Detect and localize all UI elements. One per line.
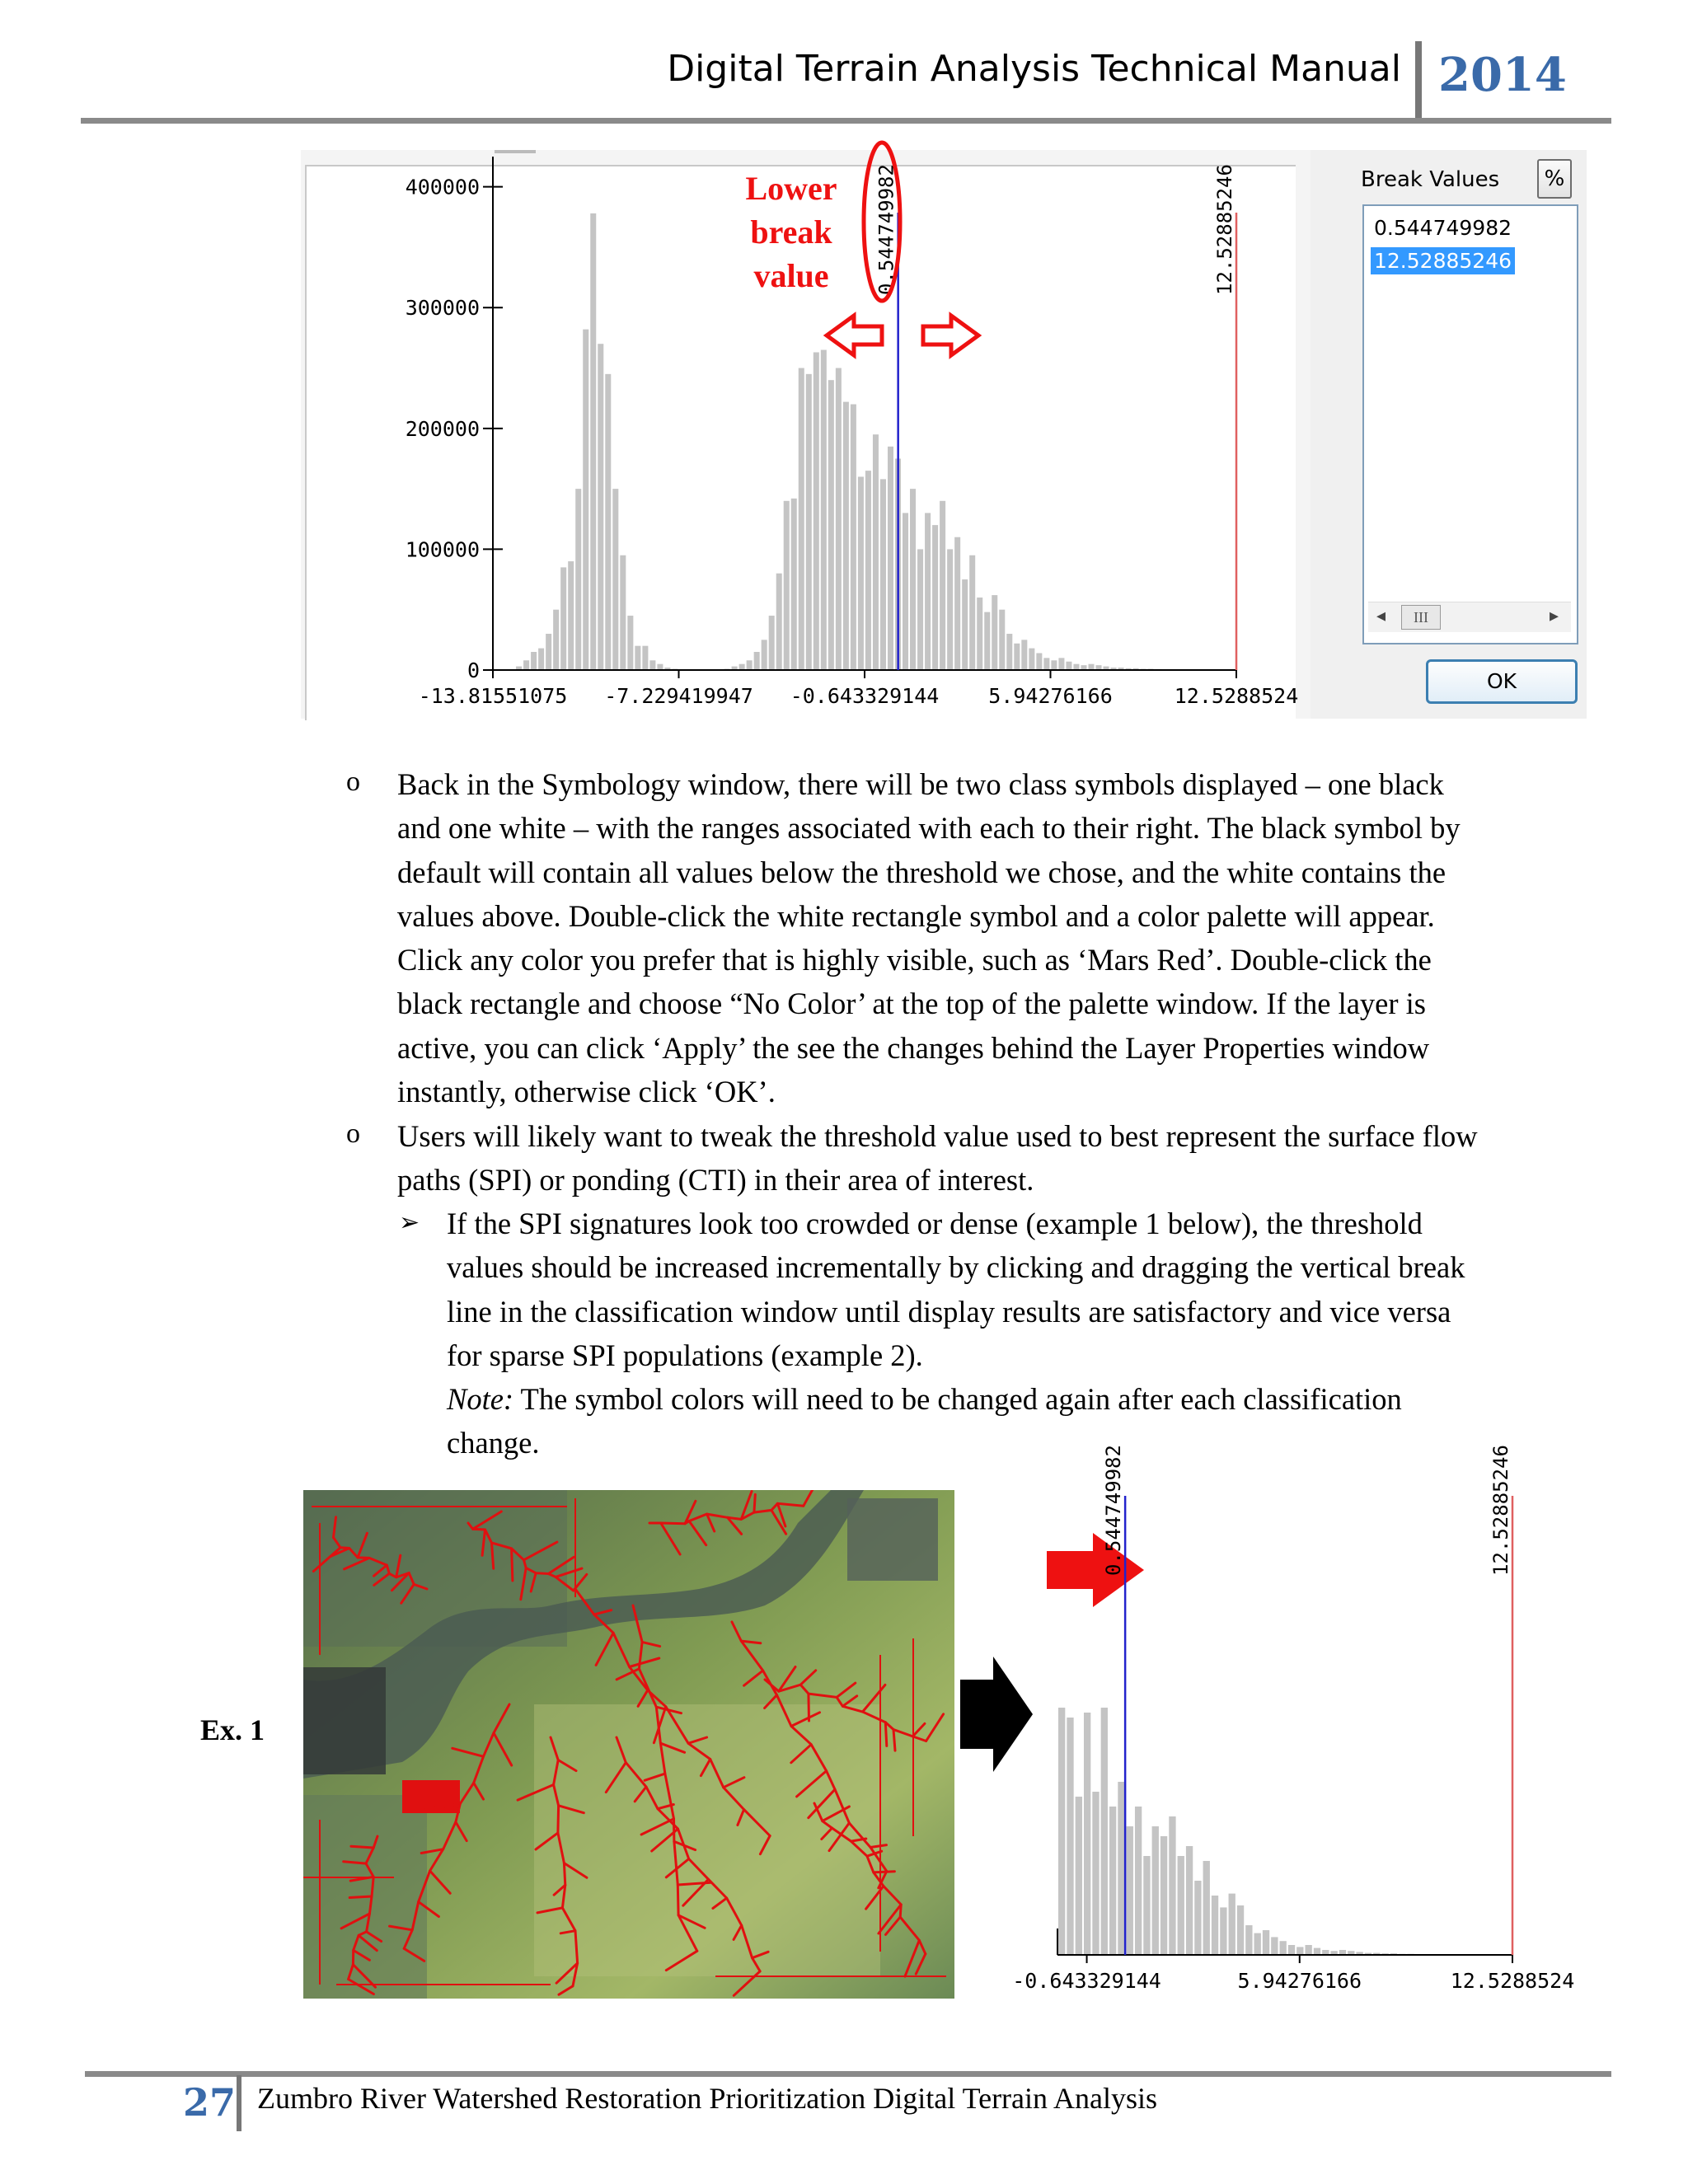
histogram-bar [1305,1945,1311,1955]
histogram-bar [1084,1713,1090,1955]
histogram-bar [1220,1907,1226,1955]
bullet-1-line: default will contain all values below the threshold we chose, and the white contains the [397,855,1447,889]
histogram-bar [1152,1826,1159,1955]
histogram-bar [1127,1826,1133,1955]
x-tick-label: -0.643329144 [1012,1969,1161,1993]
y-tick-label: 400000 [405,175,480,199]
bullet-2-line: Users will likely want to tweak the threshold value used to best represent the surface flow [397,1119,1478,1153]
histogram-bar [1271,1937,1278,1955]
histogram-bar [1067,1718,1073,1955]
histogram-bar [1160,1836,1167,1955]
x-tick-label: 5.94276166 [1237,1969,1362,1993]
scroll-thumb[interactable]: III [1401,605,1441,630]
x-tick-label: 12.5288524 [1450,1969,1575,1993]
break-line-label: 12.52885246 [1489,1445,1512,1576]
sub-bullet-arrow-icon: ➢ [399,1208,420,1237]
bullet-1-line: Back in the Symbology window, there will be two class symbols displayed – one black [397,767,1444,801]
y-tick-label: 300000 [405,296,480,321]
histogram-bar [1229,1894,1236,1955]
bullet-1-line: Click any color you prefer that is highly visible, such as ‘Mars Red’. Double-click the [397,943,1432,977]
ok-button[interactable]: OK [1426,659,1578,704]
x-tick-label: -13.81551075 [418,684,568,708]
y-tick-label: 0 [467,658,480,682]
break-value-item[interactable]: 0.544749982 [1374,216,1512,240]
bullet-1-line: active, you can click ‘Apply’ the see the changes behind the Layer Properties window [397,1030,1430,1065]
bullet-1-line: black rectangle and choose “No Color’ at the top of the palette window. If the layer is [397,987,1426,1021]
histogram-bar [1178,1856,1184,1955]
example-label: Ex. 1 [200,1713,265,1746]
annotation-line-1: Lower [745,170,837,207]
note-label: Note: [447,1382,514,1417]
sub-bullet-line: line in the classification window until display results are satisfactory and vice versa [447,1294,1451,1329]
histogram-bar [1288,1945,1295,1955]
break-line-label: 0.544749982 [874,164,898,295]
histogram-bar [1263,1930,1269,1955]
footer-rule [85,2071,1611,2077]
annotation-line-2: break [750,213,832,251]
histogram-bar [1135,1807,1142,1955]
histogram-bar [1194,1881,1201,1955]
x-tick-label: -7.229419947 [604,684,753,708]
sub-bullet-line: If the SPI signatures look too crowded or dense (example 1 below), the threshold [447,1207,1423,1240]
histogram-bar [1203,1861,1210,1955]
histogram-bar [1076,1797,1082,1955]
x-tick-label: 12.5288524 [1174,684,1299,708]
histogram-bar [1237,1905,1244,1955]
bullet-marker: o [346,1118,360,1149]
bullet-1-line: values above. Double-click the white rectangle symbol and a color palette will appear. [397,898,1435,933]
histogram-bar [1109,1807,1116,1955]
y-tick-label: 200000 [405,416,480,441]
x-tick-label: -0.643329144 [790,684,940,708]
histogram-bar [1169,1816,1175,1955]
histogram-bar [1212,1896,1218,1955]
histogram-bar [1296,1947,1303,1955]
page-number: 27 [183,2080,237,2125]
break-value-item-selected[interactable]: 12.52885246 [1371,247,1515,274]
note-text: The symbol colors will need to be changed again after each classification [513,1382,1402,1417]
histogram-bar [1101,1708,1108,1955]
percent-button[interactable]: % [1537,159,1572,199]
break-line-label: 12.52885246 [1213,164,1236,295]
footer-title: Zumbro River Watershed Restoration Prioritization Digital Terrain Analysis [257,2082,1158,2115]
break-line-label: 0.544749982 [1102,1445,1126,1576]
bullet-1-line: instantly, otherwise click ‘OK’. [397,1075,776,1109]
document-header-year: 2014 [1438,48,1567,102]
sub-bullet-line: for sparse SPI populations (example 2). [447,1338,923,1372]
document-header-title: Digital Terrain Analysis Technical Manual [667,48,1401,90]
histogram-bar [1058,1708,1065,1955]
scroll-left-icon[interactable]: ◂ [1376,605,1386,626]
bullet-1-line: and one white – with the ranges associated with each to their right. The black symbol by [397,811,1461,846]
histogram-bar [1092,1792,1099,1955]
footer-divider [237,2075,241,2131]
scroll-right-icon[interactable]: ▸ [1550,605,1559,626]
bullet-2-line: paths (SPI) or ponding (CTI) in their area of interest. [397,1163,1034,1197]
histogram-bar [1143,1856,1150,1955]
histogram-bar [1245,1925,1252,1955]
sub-bullet-line: values should be increased incrementally by clicking and dragging the vertical break [447,1250,1465,1285]
y-tick-label: 100000 [405,537,480,562]
histogram-bar [1254,1933,1261,1955]
bullet-marker: o [346,766,360,797]
note-line-2: change. [447,1426,540,1460]
annotation-line-3: value [753,257,829,294]
histogram-bar [1314,1948,1320,1955]
histogram-bar [1280,1941,1287,1955]
x-tick-label: 5.94276166 [988,684,1113,708]
histogram-bar [1118,1782,1124,1955]
histogram-bar [1186,1846,1193,1955]
break-values-label: Break Values [1361,167,1500,192]
